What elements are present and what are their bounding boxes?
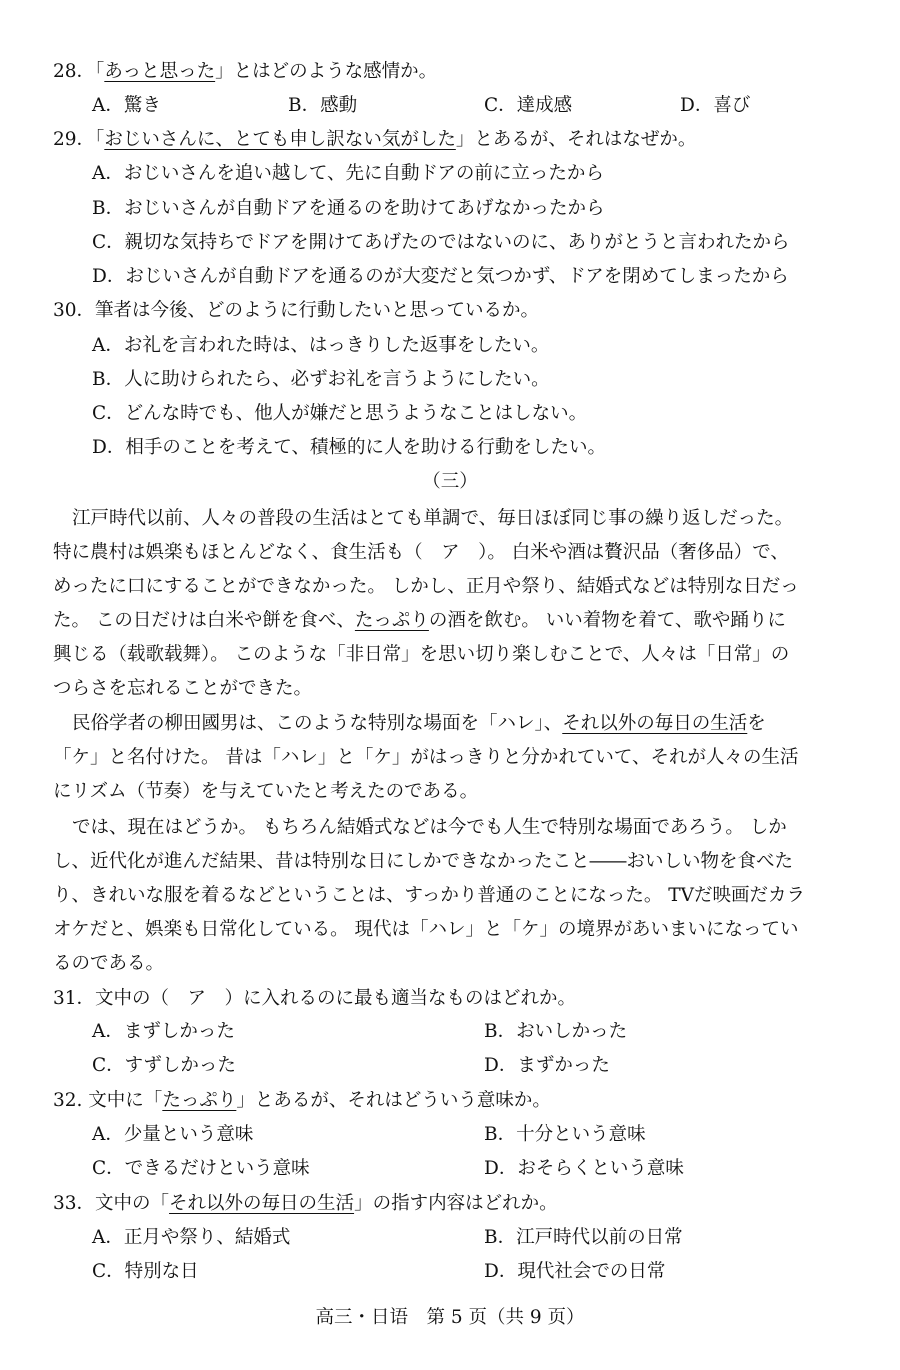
q30-option-b: B．人に助けられたら、必ずお礼を言うようにしたい。 [92,369,550,390]
underlined-sore-igai: それ以外の毎日の生活 [562,713,748,734]
passage-p3-line1: では、現在はどうか。 もちろん結婚式などは今でも人生で特別な場面であろう。 しか [72,817,787,838]
q33-rest: 」の指す内容はどれか。 [354,1193,558,1214]
section-title: （三） [422,471,478,492]
q28-option-c: C．達成感 [484,95,573,116]
q28-option-d: D．喜び [680,95,751,116]
q31-option-b: B．おいしかった [484,1021,628,1042]
q28-open-quote: 「 [95,61,105,82]
passage-p3-line3: り、きれいな服を着るなどということは、すっかり普通のことになった。 TVだ映画だカラ [53,885,805,906]
passage-p1-line1: 江戸時代以前、人々の普段の生活はとても単調で、毎日ほぼ同じ事の繰り返しだった。 [72,508,794,529]
page-footer: 高三・日语 第 5 页（共 9 页） [315,1307,585,1328]
q33-option-d: D．現代社会での日常 [484,1261,666,1282]
q32-option-b: B．十分という意味 [484,1124,646,1145]
passage-p2-line2: 「ケ」と名付けた。 昔は「ハレ」と「ケ」がはっきりと分かれていて、それが人々の生活 [53,747,799,768]
q30-option-d: D．相手のことを考えて、積極的に人を助ける行動をしたい。 [92,437,606,458]
q28-option-a: A．驚き [92,95,161,116]
q31-option-a: A．まずしかった [92,1021,235,1042]
question-28 [53,60,437,84]
q33-number: 33．文中の「 [53,1193,170,1214]
q32-number: 32. 文中に「 [53,1090,163,1111]
q32-option-d: D．おそらくという意味 [484,1158,684,1179]
question-31: 31．文中の（ ア ）に入れるのに最も適当なものはどれか。 [53,988,577,1009]
question-32 [53,1089,551,1113]
q29-number: 29． [53,129,96,150]
q32-rest: 」とあるが、それはどういう意味か。 [236,1090,551,1111]
passage-p3-line5: るのである。 [53,953,165,974]
q33-option-c: C．特別な日 [92,1261,199,1282]
q29-option-a: A．おじいさんを追い越して、先に自動ドアの前に立ったから [92,163,604,184]
q32-option-a: A．少量という意味 [92,1124,254,1145]
question-33 [53,1192,558,1216]
passage-p1-line4-end: の酒を飲む。 いい着物を着て、歌や踊りに [428,610,786,631]
q28-number: 28． [53,61,96,82]
q30-option-a: A．お礼を言われた時は、はっきりした返事をしたい。 [92,335,550,356]
passage-p2-line3: にリズム（节奏）を与えていたと考えたのである。 [53,781,479,802]
q29-open-quote: 「 [95,129,105,150]
q32-option-c: C．できるだけという意味 [92,1158,310,1179]
passage-p3-line2: し、近代化が進んだ結果、昔は特別な日にしかできなかったこと――おいしい物を食べた [53,851,794,872]
q28-rest: 」とはどのような感情か。 [215,61,438,82]
q29-rest: 」とあるが、それはなぜか。 [455,129,697,150]
passage-p1-line3: めったに口にすることができなかった。 しかし、正月や祭り、結婚式などは特別な日だっ [53,576,799,597]
q28-underlined-phrase: あっと思った [104,61,216,82]
q29-option-c: C．親切な気持ちでドアを開けてあげたのではないのに、ありがとうと言われたから [92,232,790,253]
q33-underlined-phrase: それ以外の毎日の生活 [169,1193,355,1214]
q28-option-b: B．感動 [288,95,358,116]
passage-p1-line6: つらさを忘れることができた。 [53,678,313,699]
q33-option-b: B．江戸時代以前の日常 [484,1227,683,1248]
passage-p1-line4 [53,609,786,633]
passage-p2-line1 [72,712,766,736]
question-29 [53,128,696,152]
q32-underlined-phrase: たっぷり [162,1090,237,1111]
q29-underlined-phrase: おじいさんに、とても申し訳ない気がした [104,129,456,150]
underlined-tappuri: たっぷり [354,610,429,631]
q33-option-a: A．正月や祭り、結婚式 [92,1227,291,1248]
q30-option-c: C．どんな時でも、他人が嫌だと思うようなことはしない。 [92,403,588,424]
q29-option-b: B．おじいさんが自動ドアを通るのを助けてあげなかったから [92,198,605,219]
q29-option-d: D．おじいさんが自動ドアを通るのが大変だと気つかず、ドアを閉めてしまったから [92,266,789,287]
passage-p3-line4: オケだと、娯楽も日常化している。 現代は「ハレ」と「ケ」の境界があいまいになってい [53,919,799,940]
passage-p1-line5: 興じる（载歌载舞）。 このような「非日常」を思い切り楽しむことで、人々は「日常」の [53,644,790,665]
question-30: 30．筆者は今後、どのように行動したいと思っているか。 [53,300,540,321]
passage-p1-line2: 特に農村は娯楽もほとんどなく、食生活も（ ア ）。 白米や酒は贅沢品（奢侈品）で、 [53,542,789,563]
passage-p2-line1-start: 民俗学者の柳田國男は、このような特別な場面を「ハレ」、 [72,713,563,734]
q31-option-d: D．まずかった [484,1055,610,1076]
passage-p2-line1-end: を [747,713,766,734]
passage-p1-line4-start: た。 この日だけは白米や餅を食べ、 [53,610,355,631]
q31-option-c: C．すずしかった [92,1055,236,1076]
